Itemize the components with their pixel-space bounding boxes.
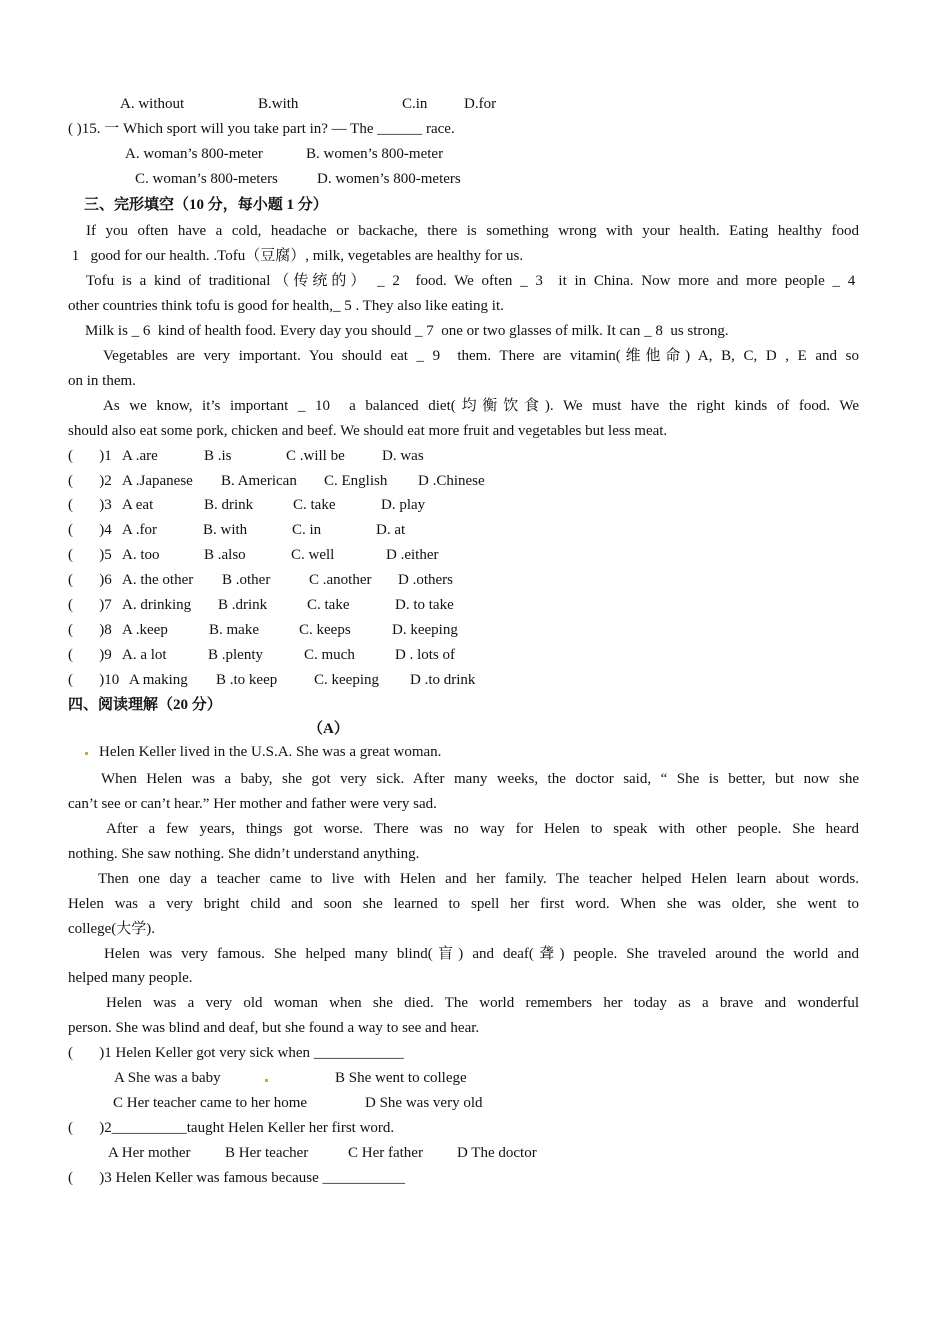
cloze-q-opt-c: C. much <box>304 647 355 663</box>
cloze-line-8: As we know, it’s important _ 10 a balanced diet(均衡饮食). We must have the right kinds of food. We <box>103 398 859 414</box>
cloze-q-opt-a: A. a lot <box>122 647 167 663</box>
cloze-q-opt-d: D .either <box>386 547 439 563</box>
cloze-q-opt-c: C. in <box>292 522 322 538</box>
cloze-q-number: ( )7 <box>68 597 112 613</box>
reading-q2-opt-c: C Her father <box>348 1145 423 1161</box>
reading-line-3: can’t see or can’t hear.” Her mother and father were very sad. <box>68 796 437 812</box>
decorative-dot <box>85 752 88 755</box>
reading-line-10: helped many people. <box>68 970 193 986</box>
reading-q1-opt-c: C Her teacher came to her home <box>113 1095 308 1111</box>
cloze-q-opt-a: A. the other <box>122 572 194 588</box>
cloze-q-opt-b: B. American <box>221 473 297 489</box>
cloze-q-number: ( )10 <box>68 672 120 688</box>
cloze-q-number: ( )2 <box>68 473 112 489</box>
cloze-q-opt-a: A. drinking <box>122 597 192 613</box>
q15-option-b: B. women’s 800-meter <box>306 146 444 162</box>
cloze-q-opt-b: B. make <box>209 622 259 638</box>
q15-stem: ( )15. 一 Which sport will you take part in? — The ______ race. <box>68 121 455 137</box>
cloze-line-5: Milk is _ 6 kind of health food. Every day you should _ 7 one or two glasses of milk. It can _ 8 us strong. <box>85 323 729 339</box>
cloze-q-opt-b: B. with <box>203 522 248 538</box>
cloze-q-opt-d: D .Chinese <box>418 473 485 489</box>
cloze-q-opt-b: B .also <box>204 547 246 563</box>
cloze-q-opt-c: C. take <box>293 497 336 513</box>
cloze-q-opt-a: A eat <box>122 497 154 513</box>
cloze-q-opt-a: A .are <box>122 448 158 464</box>
cloze-line-1: If you often have a cold, headache or backache, there is something wrong with your health. Eating healthy food <box>86 223 859 239</box>
reading-q1-opt-b: B She went to college <box>335 1070 467 1086</box>
reading-line-12: person. She was blind and deaf, but she found a way to see and hear. <box>68 1020 480 1036</box>
cloze-q-opt-b: B .other <box>222 572 271 588</box>
cloze-q-number: ( )9 <box>68 647 112 663</box>
cloze-q-opt-d: D .others <box>398 572 453 588</box>
reading-q1-opt-d: D She was very old <box>365 1095 483 1111</box>
reading-q2-opt-a: A Her mother <box>108 1145 191 1161</box>
cloze-q-opt-a: A. too <box>122 547 160 563</box>
cloze-q-number: ( )4 <box>68 522 112 538</box>
cloze-q-opt-c: C. take <box>307 597 350 613</box>
cloze-q-opt-d: D .to drink <box>410 672 476 688</box>
reading-line-7: Helen was a very bright child and soon she learned to spell her first word. When she was older, she went to <box>68 896 859 912</box>
cloze-q-opt-a: A .for <box>122 522 157 538</box>
cloze-q-opt-d: D. was <box>382 448 424 464</box>
cloze-q-opt-d: D. play <box>381 497 426 513</box>
cloze-q-opt-a: A .Japanese <box>122 473 193 489</box>
reading-q2-opt-b: B Her teacher <box>225 1145 309 1161</box>
cloze-q-opt-b: B. drink <box>204 497 254 513</box>
decorative-dot <box>265 1079 268 1082</box>
cloze-q-opt-c: C. keeping <box>314 672 379 688</box>
reading-line-11: Helen was a very old woman when she died. The world remembers her today as a brave and wonderful <box>106 995 859 1011</box>
q14-option-b: B.with <box>258 96 299 112</box>
cloze-line-2: 1 good for our health. .Tofu（豆腐）, milk, vegetables are healthy for us. <box>68 248 524 264</box>
passage-a-label: （A） <box>308 721 349 737</box>
reading-line-6: Then one day a teacher came to live with Helen and her family. The teacher helped Helen learn about words. <box>98 871 859 887</box>
reading-q2-stem: ( )2__________taught Helen Keller her first word. <box>68 1120 395 1136</box>
reading-line-2: When Helen was a baby, she got very sick. After many weeks, the doctor said, “ She is better, but now she <box>101 771 859 787</box>
reading-line-5: nothing. She saw nothing. She didn’t understand anything. <box>68 846 420 862</box>
reading-q1-stem: ( )1 Helen Keller got very sick when ____________ <box>68 1045 404 1061</box>
cloze-q-number: ( )6 <box>68 572 112 588</box>
q14-option-a: A. without <box>120 96 185 112</box>
cloze-q-opt-c: C. English <box>324 473 388 489</box>
q15-option-d: D. women’s 800-meters <box>317 171 461 187</box>
reading-line-9: Helen was very famous. She helped many blind(盲) and deaf(聋) people. She traveled around the world and <box>104 946 859 962</box>
reading-line-1: Helen Keller lived in the U.S.A. She was a great woman. <box>99 744 442 760</box>
cloze-q-opt-d: D . lots of <box>395 647 455 663</box>
cloze-q-opt-b: B .to keep <box>216 672 278 688</box>
q14-option-d: D.for <box>464 96 497 112</box>
cloze-q-opt-d: D. to take <box>395 597 454 613</box>
reading-line-4: After a few years, things got worse. There was no way for Helen to speak with other people. She heard <box>106 821 859 837</box>
cloze-q-number: ( )1 <box>68 448 112 464</box>
q15-option-c: C. woman’s 800-meters <box>135 171 278 187</box>
reading-q3-stem: ( )3 Helen Keller was famous because ___________ <box>68 1170 405 1186</box>
cloze-q-opt-c: C .will be <box>286 448 345 464</box>
cloze-q-number: ( )5 <box>68 547 112 563</box>
cloze-q-opt-b: B .is <box>204 448 232 464</box>
cloze-q-opt-a: A .keep <box>122 622 168 638</box>
cloze-line-4: other countries think tofu is good for health,_ 5 . They also like eating it. <box>68 298 504 314</box>
cloze-line-3: Tofu is a kind of traditional（传统的） _ 2 food. We often _ 3 it in China. Now more and more people _ 4 <box>86 273 859 289</box>
section4-heading: 四、阅读理解（20 分） <box>68 697 222 713</box>
cloze-line-9: should also eat some pork, chicken and beef. We should eat more fruit and vegetables but less meat. <box>68 423 668 439</box>
cloze-q-number: ( )3 <box>68 497 112 513</box>
section3-heading: 三、完形填空（10 分，每小题 1 分） <box>84 197 328 213</box>
reading-line-8: college(大学). <box>68 921 156 937</box>
cloze-q-opt-a: A making <box>129 672 188 688</box>
cloze-q-opt-c: C. keeps <box>299 622 351 638</box>
cloze-q-opt-d: D. at <box>376 522 406 538</box>
reading-q1-opt-a: A She was a baby <box>114 1070 221 1086</box>
reading-q2-opt-d: D The doctor <box>457 1145 537 1161</box>
cloze-q-opt-b: B .drink <box>218 597 268 613</box>
q15-option-a: A. woman’s 800-meter <box>125 146 263 162</box>
cloze-q-number: ( )8 <box>68 622 112 638</box>
cloze-line-6: Vegetables are very important. You should eat _ 9 them. There are vitamin(维他命) A, B, C, D , E and so <box>103 348 859 364</box>
cloze-line-7: on in them. <box>68 373 136 389</box>
q14-option-c: C.in <box>402 96 428 112</box>
cloze-q-opt-c: C. well <box>291 547 335 563</box>
cloze-q-opt-d: D. keeping <box>392 622 458 638</box>
cloze-q-opt-b: B .plenty <box>208 647 263 663</box>
cloze-q-opt-c: C .another <box>309 572 372 588</box>
